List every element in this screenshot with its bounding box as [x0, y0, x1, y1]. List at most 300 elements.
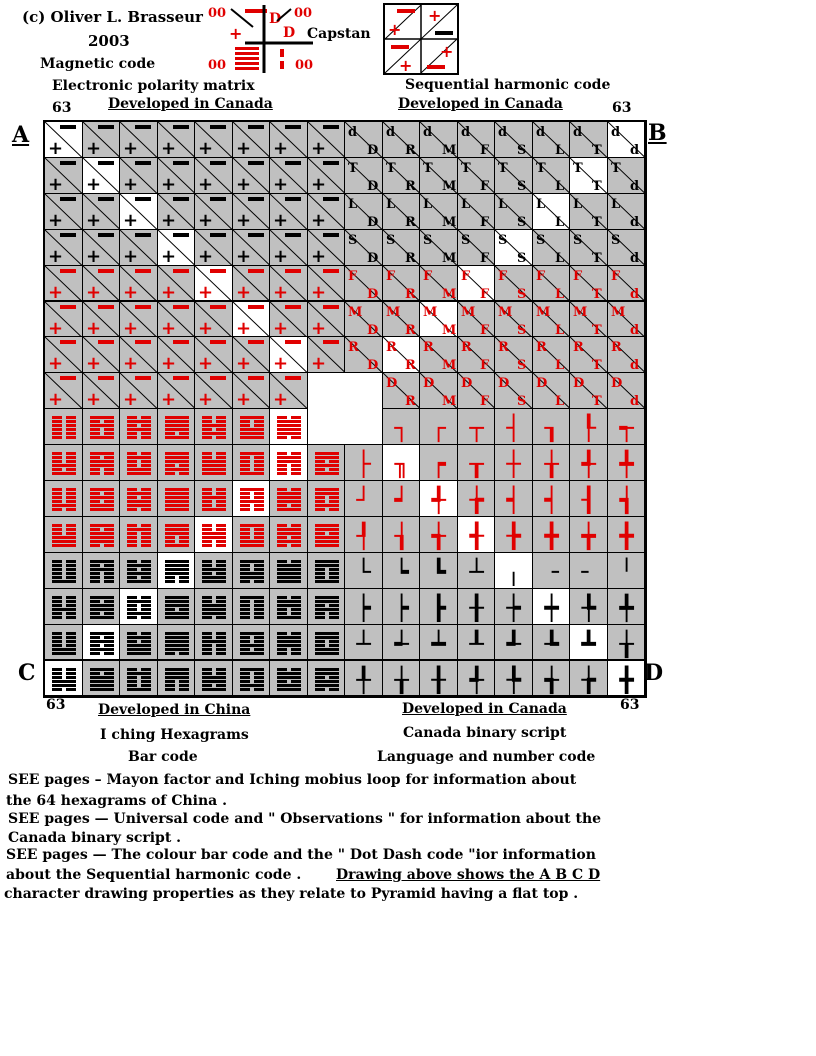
- hexagram-cell: [232, 516, 271, 553]
- polarity-cell: [44, 157, 83, 194]
- svg-text:+: +: [310, 245, 326, 266]
- corner-d: D: [644, 660, 664, 686]
- harmonic-letter-cell: [532, 372, 571, 409]
- hexagram-cell: [269, 624, 308, 661]
- harmonic-letter-cell: [344, 229, 383, 266]
- binary-script-cell: [382, 408, 421, 445]
- svg-text:d: d: [629, 214, 639, 230]
- polarity-cell: [82, 336, 121, 373]
- svg-text:S: S: [516, 178, 527, 194]
- hexagram-cell: [82, 444, 121, 481]
- svg-text:+: +: [273, 317, 289, 338]
- hexagram-cell: [307, 516, 346, 553]
- svg-text:F: F: [348, 268, 358, 284]
- hexagram-cell: [119, 624, 158, 661]
- svg-text:╉: ╉: [469, 521, 484, 550]
- svg-text:D: D: [366, 142, 379, 158]
- svg-text:┤: ┤: [506, 414, 521, 443]
- svg-text:L: L: [554, 142, 564, 158]
- svg-text:d: d: [385, 124, 395, 140]
- note-line-1: SEE pages – Mayon factor and Iching mobius loop for information about: [8, 772, 577, 788]
- svg-text:┘: ┘: [356, 485, 371, 514]
- svg-text:╃: ╃: [581, 450, 596, 479]
- svg-text:F: F: [535, 268, 545, 284]
- hexagram-cell: [44, 624, 83, 661]
- harmonic-letter-cell: [569, 301, 608, 338]
- bottom-right-63: 63: [620, 697, 640, 713]
- canada-binary-label: Canada binary script: [403, 725, 567, 741]
- svg-text:L: L: [498, 196, 508, 212]
- svg-text:┨: ┨: [581, 485, 596, 514]
- svg-text:F: F: [479, 322, 489, 338]
- polarity-cell: [157, 336, 196, 373]
- bottom-left-63: 63: [46, 697, 66, 713]
- svg-text:┼: ┼: [506, 450, 521, 479]
- polarity-cell: [44, 265, 83, 302]
- svg-text:╇: ╇: [619, 450, 634, 479]
- matrix-grid: [44, 121, 644, 695]
- svg-text:┹: ┹: [506, 629, 521, 658]
- hexagram-cell: [232, 660, 271, 697]
- polarity-cell: [269, 157, 308, 194]
- binary-script-cell: [532, 444, 571, 481]
- harmonic-letter-cell: [419, 336, 458, 373]
- svg-text:+: +: [198, 389, 214, 410]
- svg-text:L: L: [573, 196, 583, 212]
- svg-text:+: +: [85, 353, 101, 374]
- svg-text:╈: ╈: [581, 521, 596, 550]
- svg-text:00: 00: [208, 58, 227, 73]
- polarity-cell: [269, 229, 308, 266]
- svg-text:┭: ┭: [619, 414, 634, 443]
- binary-script-cell: [457, 624, 496, 661]
- harmonic-letter-cell: [532, 265, 571, 302]
- svg-text:+: +: [48, 209, 64, 230]
- svg-text:+: +: [123, 209, 139, 230]
- svg-text:F: F: [610, 268, 620, 284]
- sequential-harmonic-label: Sequential harmonic code: [405, 77, 611, 93]
- harmonic-letter-cell: [419, 265, 458, 302]
- hexagram-cell: [307, 552, 346, 589]
- svg-text:L: L: [554, 322, 564, 338]
- harmonic-letter-cell: [457, 229, 496, 266]
- svg-text:D: D: [283, 25, 296, 41]
- binary-script-cell: [344, 480, 383, 517]
- polarity-cell: [307, 229, 346, 266]
- binary-script-cell: [419, 552, 458, 589]
- svg-text:F: F: [573, 268, 583, 284]
- svg-text:d: d: [629, 394, 639, 410]
- svg-text:+: +: [160, 317, 176, 338]
- svg-text:d: d: [423, 124, 433, 140]
- binary-script-cell: [569, 516, 608, 553]
- binary-script-cell: [569, 480, 608, 517]
- svg-text:L: L: [554, 250, 564, 266]
- harmonic-letter-cell: [344, 121, 383, 158]
- svg-text:00: 00: [294, 6, 313, 21]
- svg-text:╋: ╋: [544, 521, 559, 550]
- iching-label: I ching Hexagrams: [100, 727, 249, 743]
- binary-script-cell: [419, 444, 458, 481]
- binary-script-cell: [419, 480, 458, 517]
- note-line-4: Canada binary script .: [8, 830, 182, 846]
- binary-script-cell: [532, 660, 571, 697]
- hexagram-cell: [157, 444, 196, 481]
- svg-text:+: +: [198, 281, 214, 302]
- svg-text:L: L: [554, 178, 564, 194]
- svg-text:M: M: [573, 304, 588, 320]
- binary-script-cell: [569, 624, 608, 661]
- svg-text:+: +: [198, 245, 214, 266]
- svg-text:+: +: [198, 353, 214, 374]
- binary-script-cell: [532, 624, 571, 661]
- hexagram-cell: [269, 480, 308, 517]
- zero-zero-tl: 00: [208, 6, 227, 21]
- harmonic-letter-cell: [532, 121, 571, 158]
- svg-text:+: +: [273, 173, 289, 194]
- svg-text:+: +: [85, 245, 101, 266]
- svg-text:S: S: [460, 232, 470, 248]
- svg-text:R: R: [404, 142, 416, 158]
- svg-text:╖: ╖: [394, 450, 409, 479]
- svg-text:+: +: [273, 353, 289, 374]
- harmonic-letter-cell: [457, 336, 496, 373]
- binary-script-cell: [382, 444, 421, 481]
- svg-text:S: S: [385, 232, 395, 248]
- svg-text:M: M: [385, 304, 400, 320]
- svg-text:R: R: [404, 250, 416, 266]
- binary-script-cell: [494, 660, 533, 697]
- svg-text:+: +: [123, 281, 139, 302]
- hexagram-cell: [232, 480, 271, 517]
- binary-script-cell: [457, 552, 496, 589]
- hexagram-cell: [269, 552, 308, 589]
- binary-script-cell: [419, 516, 458, 553]
- hexagram-cell: [44, 516, 83, 553]
- polarity-cell: [44, 301, 83, 338]
- harmonic-letter-cell: [419, 372, 458, 409]
- svg-text:+: +: [273, 245, 289, 266]
- svg-text:+: +: [235, 389, 251, 410]
- binary-script-cell: [457, 444, 496, 481]
- polarity-cell: [82, 229, 121, 266]
- binary-script-cell: [494, 444, 533, 481]
- polarity-cell: [232, 157, 271, 194]
- binary-script-cell: [457, 408, 496, 445]
- polarity-cell: [232, 193, 271, 230]
- binary-script-cell: [607, 588, 646, 625]
- svg-text:S: S: [516, 394, 527, 410]
- svg-text:┝: ┝: [394, 593, 409, 622]
- svg-text:╴: ╴: [581, 557, 596, 586]
- harmonic-letter-cell: [569, 372, 608, 409]
- svg-text:╆: ╆: [469, 485, 484, 514]
- svg-text:D: D: [423, 376, 435, 392]
- svg-text:D: D: [269, 11, 282, 27]
- binary-script-cell: [569, 408, 608, 445]
- svg-text:S: S: [610, 232, 620, 248]
- svg-text:+: +: [85, 317, 101, 338]
- hexagram-cell: [157, 516, 196, 553]
- corner-b: B: [648, 120, 667, 146]
- polarity-cell: [307, 193, 346, 230]
- svg-text:+: +: [273, 281, 289, 302]
- binary-script-cell: [419, 660, 458, 697]
- hexagram-cell: [157, 552, 196, 589]
- hexagram-cell: [307, 444, 346, 481]
- svg-text:┾: ┾: [506, 593, 521, 622]
- binary-script-cell: [532, 588, 571, 625]
- svg-text:┗: ┗: [431, 557, 446, 586]
- harmonic-letter-cell: [569, 121, 608, 158]
- harmonic-letter-cell: [382, 336, 421, 373]
- svg-text:S: S: [516, 142, 527, 158]
- binary-script-cell: [344, 588, 383, 625]
- electronic-polarity-label: Electronic polarity matrix: [52, 78, 255, 94]
- svg-text:╁: ╁: [619, 629, 634, 658]
- svg-text:+: +: [123, 353, 139, 374]
- svg-text:+: +: [235, 317, 251, 338]
- svg-text:T: T: [535, 160, 546, 176]
- svg-text:d: d: [460, 124, 470, 140]
- svg-text:+: +: [48, 137, 64, 158]
- svg-text:D: D: [366, 214, 379, 230]
- svg-text:+: +: [160, 281, 176, 302]
- svg-text:+: +: [123, 245, 139, 266]
- binary-script-cell: [607, 408, 646, 445]
- binary-script-cell: [494, 516, 533, 553]
- bar-code-label: Bar code: [128, 749, 198, 765]
- hexagram-cell: [82, 516, 121, 553]
- svg-text:F: F: [479, 394, 489, 410]
- binary-script-cell: [569, 588, 608, 625]
- binary-script-cell: [494, 624, 533, 661]
- svg-text:+: +: [85, 137, 101, 158]
- harmonic-letter-cell: [569, 193, 608, 230]
- svg-text:R: R: [385, 340, 397, 356]
- svg-text:R: R: [573, 340, 584, 356]
- binary-script-cell: [532, 408, 571, 445]
- svg-text:+: +: [235, 137, 251, 158]
- binary-script-cell: [607, 552, 646, 589]
- svg-text:┍: ┍: [431, 450, 446, 479]
- svg-text:d: d: [629, 142, 639, 158]
- binary-script-cell: [457, 588, 496, 625]
- hexagram-cell: [119, 516, 158, 553]
- svg-text:╷: ╷: [506, 557, 521, 586]
- hexagram-cell: [194, 624, 233, 661]
- svg-text:F: F: [479, 142, 489, 158]
- svg-text:D: D: [366, 250, 379, 266]
- svg-text:+: +: [160, 173, 176, 194]
- svg-text:d: d: [629, 358, 639, 374]
- svg-text:S: S: [535, 232, 545, 248]
- hexagram-cell: [232, 552, 271, 589]
- harmonic-letter-cell: [532, 301, 571, 338]
- polarity-cell: [119, 121, 158, 158]
- svg-text:T: T: [498, 160, 508, 176]
- binary-script-cell: [419, 624, 458, 661]
- polarity-cell: [157, 372, 196, 409]
- harmonic-letter-cell: [344, 336, 383, 373]
- binary-script-cell: [494, 588, 533, 625]
- polarity-cell: [269, 336, 308, 373]
- svg-text:S: S: [498, 232, 508, 248]
- svg-text:L: L: [460, 196, 470, 212]
- language-code-label: Language and number code: [377, 749, 596, 765]
- svg-text:+: +: [310, 317, 326, 338]
- binary-script-cell: [569, 444, 608, 481]
- hexagram-cell: [269, 588, 308, 625]
- harmonic-letter-cell: [344, 265, 383, 302]
- polarity-cell: [82, 301, 121, 338]
- svg-text:├: ├: [356, 450, 371, 479]
- svg-text:┧: ┧: [394, 521, 409, 550]
- svg-text:T: T: [610, 160, 621, 176]
- svg-text:L: L: [554, 358, 564, 374]
- svg-text:L: L: [348, 196, 358, 212]
- svg-text:D: D: [460, 376, 472, 392]
- svg-text:┦: ┦: [356, 521, 371, 550]
- harmonic-letter-cell: [607, 301, 646, 338]
- svg-text:d: d: [535, 124, 545, 140]
- sequential-harmonic-square: [383, 3, 459, 75]
- svg-text:M: M: [441, 358, 457, 374]
- hexagram-cell: [119, 660, 158, 697]
- svg-text:┥: ┥: [506, 485, 521, 514]
- svg-text:┴: ┴: [356, 629, 371, 658]
- svg-text:+: +: [310, 209, 326, 230]
- harmonic-letter-cell: [569, 336, 608, 373]
- svg-text:M: M: [460, 304, 475, 320]
- binary-script-cell: [607, 660, 646, 697]
- right-63: 63: [612, 100, 632, 116]
- harmonic-letter-cell: [382, 372, 421, 409]
- binary-script-cell: [344, 552, 383, 589]
- svg-text:╃: ╃: [469, 665, 484, 694]
- binary-script-cell: [382, 588, 421, 625]
- svg-text:S: S: [516, 322, 527, 338]
- hexagram-cell: [232, 408, 271, 445]
- harmonic-letter-cell: [457, 265, 496, 302]
- svg-text:R: R: [404, 394, 416, 410]
- harmonic-letter-cell: [344, 301, 383, 338]
- harmonic-letter-cell: [457, 301, 496, 338]
- hexagram-cell: [157, 624, 196, 661]
- svg-text:M: M: [441, 394, 457, 410]
- note-line-6: about the Sequential harmonic code .: [6, 867, 302, 883]
- svg-text:M: M: [441, 142, 457, 158]
- hexagram-cell: [82, 588, 121, 625]
- binary-script-cell: [382, 660, 421, 697]
- svg-text:+: +: [198, 317, 214, 338]
- polarity-cell: [44, 336, 83, 373]
- hexagram-cell: [269, 408, 308, 445]
- harmonic-letter-cell: [532, 157, 571, 194]
- polarity-cell: [194, 121, 233, 158]
- harmonic-letter-cell: [494, 336, 533, 373]
- note-line-8: character drawing properties as they relate to Pyramid having a flat top .: [4, 886, 579, 902]
- svg-text:L: L: [423, 196, 433, 212]
- binary-script-cell: [457, 660, 496, 697]
- svg-text:M: M: [498, 304, 513, 320]
- binary-script-cell: [607, 444, 646, 481]
- svg-text:M: M: [423, 304, 438, 320]
- polarity-cell: [232, 301, 271, 338]
- svg-text:+: +: [399, 56, 413, 73]
- svg-text:R: R: [423, 340, 434, 356]
- svg-text:T: T: [591, 214, 602, 230]
- polarity-cell: [44, 121, 83, 158]
- svg-text:T: T: [348, 160, 358, 176]
- hexagram-cell: [194, 408, 233, 445]
- polarity-cell: [269, 372, 308, 409]
- svg-text:┝: ┝: [356, 593, 371, 622]
- svg-text:┰: ┰: [469, 450, 484, 479]
- svg-text:╂: ╂: [469, 593, 484, 622]
- svg-text:T: T: [591, 250, 602, 266]
- polarity-cell: [269, 121, 308, 158]
- polarity-cell: [82, 121, 121, 158]
- harmonic-letter-cell: [532, 336, 571, 373]
- svg-text:T: T: [591, 394, 602, 410]
- polarity-cell: [194, 193, 233, 230]
- svg-text:S: S: [516, 214, 527, 230]
- polarity-cell: [232, 229, 271, 266]
- svg-text:D: D: [366, 286, 379, 302]
- note-line-2: the 64 hexagrams of China .: [6, 793, 227, 809]
- polarity-cell: [157, 229, 196, 266]
- svg-text:d: d: [348, 124, 358, 140]
- hexagram-cell: [269, 660, 308, 697]
- hexagram-cell: [194, 588, 233, 625]
- svg-text:R: R: [404, 358, 416, 374]
- polarity-cell: [269, 301, 308, 338]
- harmonic-letter-cell: [607, 157, 646, 194]
- svg-text:d: d: [629, 178, 639, 194]
- svg-text:┻: ┻: [581, 629, 596, 658]
- polarity-cell: [307, 121, 346, 158]
- binary-script-cell: [419, 408, 458, 445]
- polarity-cell: [82, 372, 121, 409]
- svg-text:+: +: [85, 281, 101, 302]
- binary-script-cell: [382, 624, 421, 661]
- hexagram-cell: [157, 660, 196, 697]
- svg-text:L: L: [554, 214, 564, 230]
- svg-text:╅: ╅: [544, 665, 559, 694]
- svg-text:╀: ╀: [356, 665, 371, 694]
- harmonic-letter-cell: [457, 372, 496, 409]
- binary-script-cell: [494, 408, 533, 445]
- svg-text:R: R: [535, 340, 547, 356]
- svg-text:d: d: [629, 286, 639, 302]
- harmonic-letter-cell: [494, 372, 533, 409]
- harmonic-letter-cell: [382, 121, 421, 158]
- harmonic-letter-cell: [494, 229, 533, 266]
- corner-a: A: [12, 122, 30, 148]
- harmonic-letter-cell: [607, 229, 646, 266]
- svg-text:S: S: [516, 286, 527, 302]
- svg-text:┥: ┥: [544, 485, 559, 514]
- harmonic-letter-cell: [457, 157, 496, 194]
- svg-text:+: +: [273, 389, 289, 410]
- svg-text:+: +: [310, 281, 326, 302]
- svg-text:D: D: [366, 178, 379, 194]
- hexagram-cell: [119, 408, 158, 445]
- svg-text:+: +: [160, 245, 176, 266]
- svg-text:M: M: [441, 178, 457, 194]
- binary-script-cell: [532, 552, 571, 589]
